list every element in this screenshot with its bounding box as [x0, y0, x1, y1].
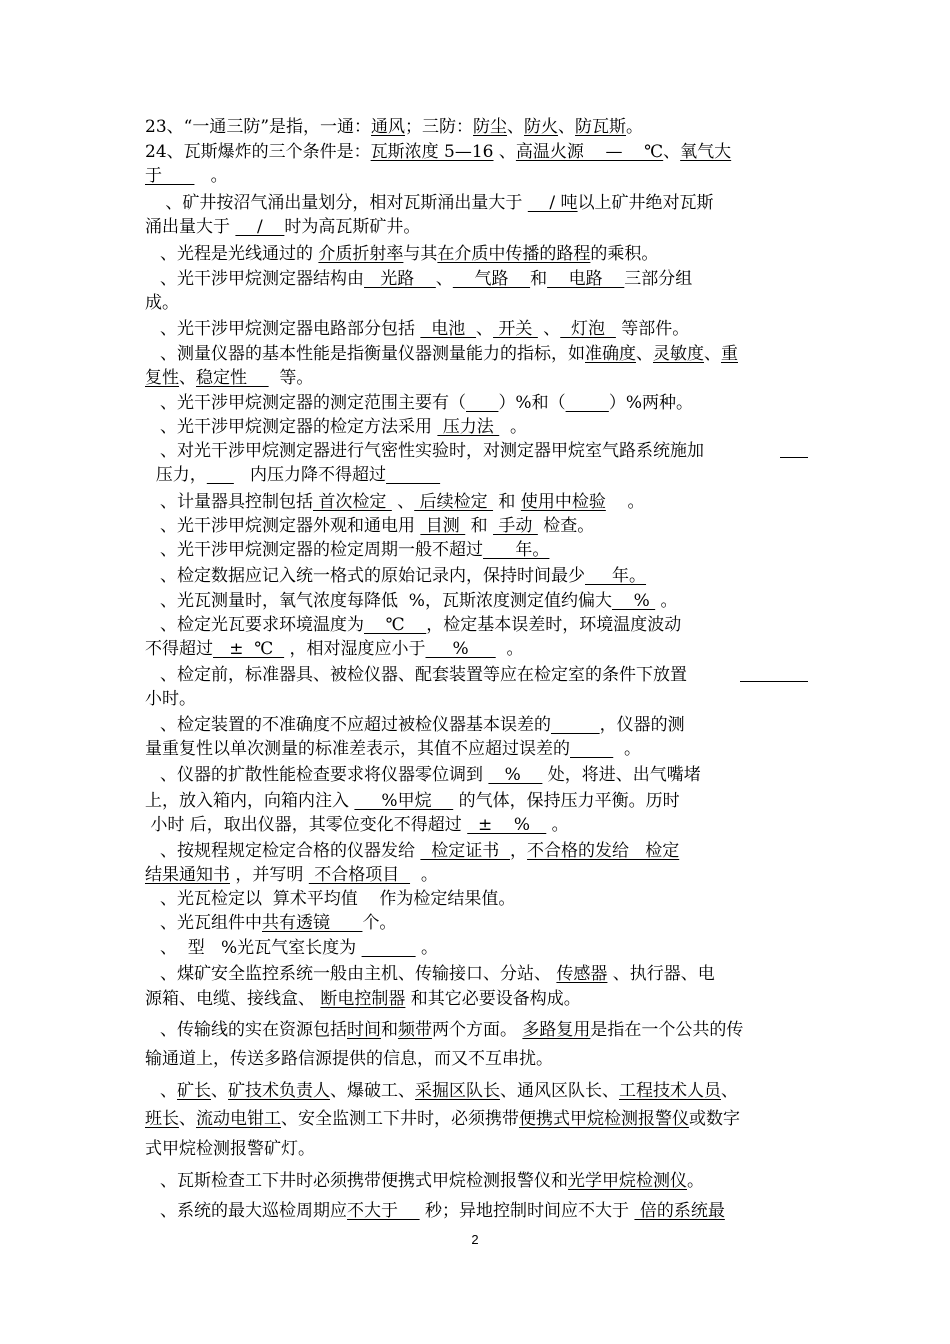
- line-21: [160, 614, 681, 636]
- answer-fill: 共有透镜: [262, 913, 363, 933]
- line-28: [145, 790, 680, 812]
- question-text: ）%两种。: [608, 393, 693, 413]
- question-text: 输通道上，传送多路信源提供的信息，而又不互串扰。: [145, 1049, 553, 1069]
- question-text: 、检定数据应记入统一格式的原始记录内，保持时间最少: [160, 566, 585, 586]
- question-text: 个。: [362, 913, 397, 933]
- answer-fill: 开关: [493, 319, 538, 339]
- line-14: [160, 440, 709, 462]
- answer-fill: 不合格项目: [308, 865, 411, 885]
- answer-fill: 高温火源 — ℃: [515, 142, 664, 162]
- question-text: 、按规程规定检定合格的仪器发给: [160, 841, 421, 861]
- line-35: [160, 963, 715, 985]
- question-text: 、对光干涉甲烷测定器进行气密性实验时，对测定器甲烷室气路系统施加: [160, 441, 710, 461]
- question-text: 、: [211, 1081, 228, 1101]
- line-20: [160, 590, 678, 612]
- line-3: [145, 165, 228, 187]
- answer-fill: %甲烷: [354, 791, 454, 811]
- answer-fill: [551, 715, 600, 735]
- answer-fill: [207, 465, 234, 485]
- line-1: [145, 116, 643, 138]
- question-text: 和: [493, 492, 521, 512]
- answer-fill: 防火: [524, 117, 559, 137]
- question-text: 、: [476, 319, 494, 339]
- question-text: 三部分组: [624, 269, 693, 289]
- line-17: [160, 515, 594, 537]
- question-text: 、: [179, 1109, 196, 1129]
- answer-fill: 光学甲烷检测仪: [568, 1171, 687, 1191]
- question-text: 式甲烷检测报警矿灯。: [145, 1139, 315, 1159]
- question-text: 24、瓦斯爆炸的三个条件是：: [145, 142, 371, 162]
- answer-fill: 瓦斯浓度 5—16: [370, 142, 494, 162]
- question-text: 、: [507, 117, 525, 137]
- line-42: [160, 1170, 704, 1192]
- answer-fill: 灵敏度: [653, 344, 704, 364]
- question-text: 。: [613, 739, 642, 759]
- answer-fill: [386, 465, 440, 485]
- question-text: 、测量仪器的基本性能是指衡量仪器测量能力的指标，如: [160, 344, 585, 364]
- question-text: ，并写明: [230, 865, 309, 885]
- line-10: [160, 343, 738, 365]
- line-9: [160, 318, 689, 340]
- answer-fill: 年。: [585, 566, 647, 586]
- answer-fill: 矿技术负责人: [228, 1081, 330, 1101]
- answer-fill: [566, 393, 609, 413]
- question-text: 、系统的最大巡检周期应: [160, 1201, 347, 1221]
- question-text: 两个方面。: [432, 1020, 523, 1040]
- question-text: 。: [415, 938, 439, 958]
- question-text: 23、“一通三防”是指，一通：: [145, 117, 372, 137]
- question-text: 、: [636, 344, 653, 364]
- answer-fill: 结果通知书: [145, 865, 230, 885]
- line-43: [160, 1200, 725, 1222]
- question-text: 、: [537, 319, 561, 339]
- question-text: 、光瓦测量时，氧气浓度每降低 %，瓦斯浓度测定值约偏大: [160, 591, 612, 611]
- answer-fill: 复性: [145, 368, 179, 388]
- line-4: [160, 192, 714, 214]
- question-text: 的乘积。: [590, 244, 659, 264]
- question-text: 源箱、电缆、接线盒、: [145, 989, 321, 1009]
- answer-fill: 准确度: [585, 344, 636, 364]
- question-text: 的气体，保持压力平衡。历时: [453, 791, 680, 811]
- question-text: ）%和（: [498, 393, 566, 413]
- question-text: 、光程是光线通过的: [160, 244, 319, 264]
- question-text: 、: [663, 142, 681, 162]
- question-text: 成。: [145, 293, 179, 313]
- answer-fill: 不合格的发给 检定: [527, 841, 680, 861]
- answer-fill: 流动电钳工: [196, 1109, 281, 1129]
- answer-fill: 稳定性: [196, 368, 269, 388]
- question-text: 、瓦斯检查工下井时必须携带便携式甲烷检测报警仪和: [160, 1171, 568, 1191]
- line-11: [145, 367, 313, 389]
- line-38: [145, 1048, 553, 1070]
- answer-fill: 采掘区队长: [415, 1081, 500, 1101]
- answer-fill: ℃: [364, 615, 427, 635]
- question-text: 、光干涉甲烷测定器结构由: [160, 269, 364, 289]
- answer-fill: 气路: [452, 269, 531, 289]
- line-32: [160, 888, 515, 910]
- question-text: 、: [391, 492, 415, 512]
- line-12: [160, 392, 693, 414]
- question-text: 小时 后，取出仪器，其零位变化不得超过: [145, 815, 468, 835]
- answer-fill: 防尘: [473, 117, 508, 137]
- question-text: 。: [626, 117, 644, 137]
- line-15: [145, 464, 440, 486]
- question-text: ，: [510, 841, 528, 861]
- line-13: [160, 416, 527, 438]
- question-text: 等部件。: [615, 319, 690, 339]
- answer-fill: 手动: [493, 516, 538, 536]
- answer-fill: 光路: [364, 269, 436, 289]
- answer-fill: 首次检定: [313, 492, 392, 512]
- answer-fill: 介质折射率: [318, 244, 404, 264]
- answer-fill: 氧气大: [680, 142, 732, 162]
- line-39: [160, 1080, 738, 1102]
- blank-line: [740, 664, 808, 682]
- line-33: [160, 912, 396, 934]
- question-text: 与其: [403, 244, 438, 264]
- answer-fill: 不大于: [347, 1201, 420, 1221]
- question-text: 涌出量大于: [145, 217, 236, 237]
- question-text: 、: [558, 117, 576, 137]
- question-text: ，检定基本误差时，环境温度波动: [426, 615, 682, 635]
- answer-fill: 灯泡: [560, 319, 616, 339]
- answer-fill: ± ℃: [213, 639, 285, 659]
- line-8: [145, 292, 179, 314]
- question-text: ，仪器的测: [599, 715, 685, 735]
- question-text: 、检定光瓦要求环境温度为: [160, 615, 364, 635]
- answer-fill: 电池: [420, 319, 477, 339]
- question-text: 、执行器、电: [607, 964, 715, 984]
- answer-fill: %: [611, 591, 656, 611]
- answer-fill: 使用中检验: [520, 492, 606, 512]
- line-7: [160, 268, 692, 290]
- question-text: ，相对湿度应小于: [284, 639, 426, 659]
- question-text: 。: [687, 1171, 704, 1191]
- line-41: [145, 1138, 315, 1160]
- line-40: [145, 1108, 740, 1130]
- answer-fill: 倍的系统最: [634, 1201, 725, 1221]
- line-27: [160, 764, 701, 786]
- answer-fill: %: [488, 765, 543, 785]
- question-text: 检查。: [537, 516, 595, 536]
- question-text: 、光干涉甲烷测定器电路部分包括: [160, 319, 421, 339]
- answer-fill: 断电控制器: [320, 989, 406, 1009]
- question-text: 不得超过: [145, 639, 213, 659]
- line-19: [160, 565, 646, 587]
- answer-fill: 在介质中传播的路程: [437, 244, 591, 264]
- answer-fill: 压力法: [437, 417, 500, 437]
- question-text: 、安全监测工下井时，必须携带: [281, 1109, 519, 1129]
- question-text: 和: [381, 1020, 398, 1040]
- question-text: 、: [160, 1081, 177, 1101]
- answer-fill: 时间: [347, 1020, 381, 1040]
- question-text: 、爆破工、: [330, 1081, 415, 1101]
- line-30: [160, 840, 679, 862]
- line-16: [160, 491, 644, 513]
- line-37: [160, 1019, 743, 1041]
- answer-fill: 多路复用: [522, 1020, 591, 1040]
- line-23: [160, 664, 692, 686]
- answer-fill: ± %: [467, 815, 547, 835]
- answer-fill: 年。: [483, 540, 550, 560]
- answer-fill: [570, 739, 613, 759]
- line-6: [160, 243, 658, 265]
- answer-fill: 于: [145, 166, 195, 186]
- question-text: 、检定前，标准器具、被检仪器、配套装置等应在检定室的条件下放置: [160, 665, 693, 685]
- answer-fill: 电路: [547, 269, 625, 289]
- question-text: 、光干涉甲烷测定器的测定范围主要有（: [160, 393, 466, 413]
- question-text: 、检定装置的不准确度不应超过被检仪器基本误差的: [160, 715, 551, 735]
- question-text: 处，将进、出气嘴堵: [542, 765, 701, 785]
- answer-fill: 防瓦斯: [575, 117, 627, 137]
- question-text: 、光瓦检定以 算术平均值 作为检定结果值。: [160, 889, 516, 909]
- answer-fill: [466, 393, 498, 413]
- question-text: 、光干涉甲烷测定器的检定方法采用: [160, 417, 438, 437]
- answer-fill: / 吨: [527, 193, 578, 213]
- answer-fill: %: [425, 639, 496, 659]
- line-2: [145, 141, 731, 163]
- answer-fill: /: [235, 217, 285, 237]
- question-text: 、煤矿安全监控系统一般由主机、传输接口、分站、: [160, 964, 557, 984]
- question-text: 、传输线的实在资源包括: [160, 1020, 347, 1040]
- question-text: 。: [410, 865, 438, 885]
- question-text: 以上矿井绝对瓦斯: [577, 193, 714, 213]
- question-text: 、: [179, 368, 196, 388]
- question-text: ；三防：: [405, 117, 474, 137]
- question-text: 秒；异地控制时间应不大于: [419, 1201, 635, 1221]
- line-24: [145, 688, 196, 710]
- answer-fill: 班长: [145, 1109, 179, 1129]
- answer-fill: 传感器: [556, 964, 608, 984]
- question-text: 或数字: [689, 1109, 740, 1129]
- question-text: 、光干涉甲烷测定器的检定周期一般不超过: [160, 540, 483, 560]
- question-text: 、光瓦组件中: [160, 913, 262, 933]
- question-text: 等。: [268, 368, 314, 388]
- question-text: 、: [493, 142, 516, 162]
- question-text: 是指在一个公共的传: [590, 1020, 744, 1040]
- line-18: [160, 539, 549, 561]
- question-text: 、: [704, 344, 721, 364]
- question-text: 、通风区队长、: [500, 1081, 619, 1101]
- question-text: 和其它必要设备构成。: [405, 989, 581, 1009]
- question-text: 。: [499, 417, 528, 437]
- question-text: 内压力降不得超过: [233, 465, 387, 485]
- question-text: 、计量器具控制包括: [160, 492, 313, 512]
- line-26: [145, 738, 641, 760]
- question-text: 。: [194, 166, 228, 186]
- question-text: 和: [465, 516, 494, 536]
- answer-fill: [362, 938, 416, 958]
- question-text: 、 型 %光瓦气室长度为: [160, 938, 362, 958]
- question-text: 、: [721, 1081, 738, 1101]
- question-text: 、矿井按沼气涌出量划分，相对瓦斯涌出量大于: [160, 193, 528, 213]
- line-36: [145, 988, 581, 1010]
- question-text: 。: [546, 815, 569, 835]
- question-text: 压力，: [145, 465, 207, 485]
- answer-fill: 后续检定: [414, 492, 494, 512]
- question-text: 量重复性以单次测量的标准差表示，其值不应超过误差的: [145, 739, 570, 759]
- answer-fill: 频带: [398, 1020, 432, 1040]
- question-text: 。: [495, 639, 524, 659]
- answer-fill: 目测: [420, 516, 466, 536]
- question-text: 。: [605, 492, 645, 512]
- question-text: 和: [530, 269, 548, 289]
- answer-fill: 矿长: [177, 1081, 211, 1101]
- question-text: 、仪器的扩散性能检查要求将仪器零位调到: [160, 765, 489, 785]
- answer-fill: 通风: [371, 117, 406, 137]
- question-text: 、: [435, 269, 453, 289]
- question-text: 小时。: [145, 689, 196, 709]
- answer-fill: 检定证书: [420, 841, 511, 861]
- line-5: [145, 216, 420, 238]
- question-text: 时为高瓦斯矿井。: [284, 217, 421, 237]
- page-number: 2: [471, 1232, 479, 1247]
- question-text: 、光干涉甲烷测定器外观和通电用: [160, 516, 421, 536]
- line-25: [160, 714, 685, 736]
- question-text: 上，放入箱内，向箱内注入: [145, 791, 355, 811]
- blank-line: [780, 440, 808, 458]
- answer-fill: 便携式甲烷检测报警仪: [519, 1109, 689, 1129]
- answer-fill: 重: [721, 344, 738, 364]
- line-31: [145, 864, 438, 886]
- line-29: [145, 814, 569, 836]
- answer-fill: 工程技术人员: [619, 1081, 721, 1101]
- line-34: [160, 937, 438, 959]
- question-text: 。: [655, 591, 678, 611]
- line-22: [145, 638, 524, 660]
